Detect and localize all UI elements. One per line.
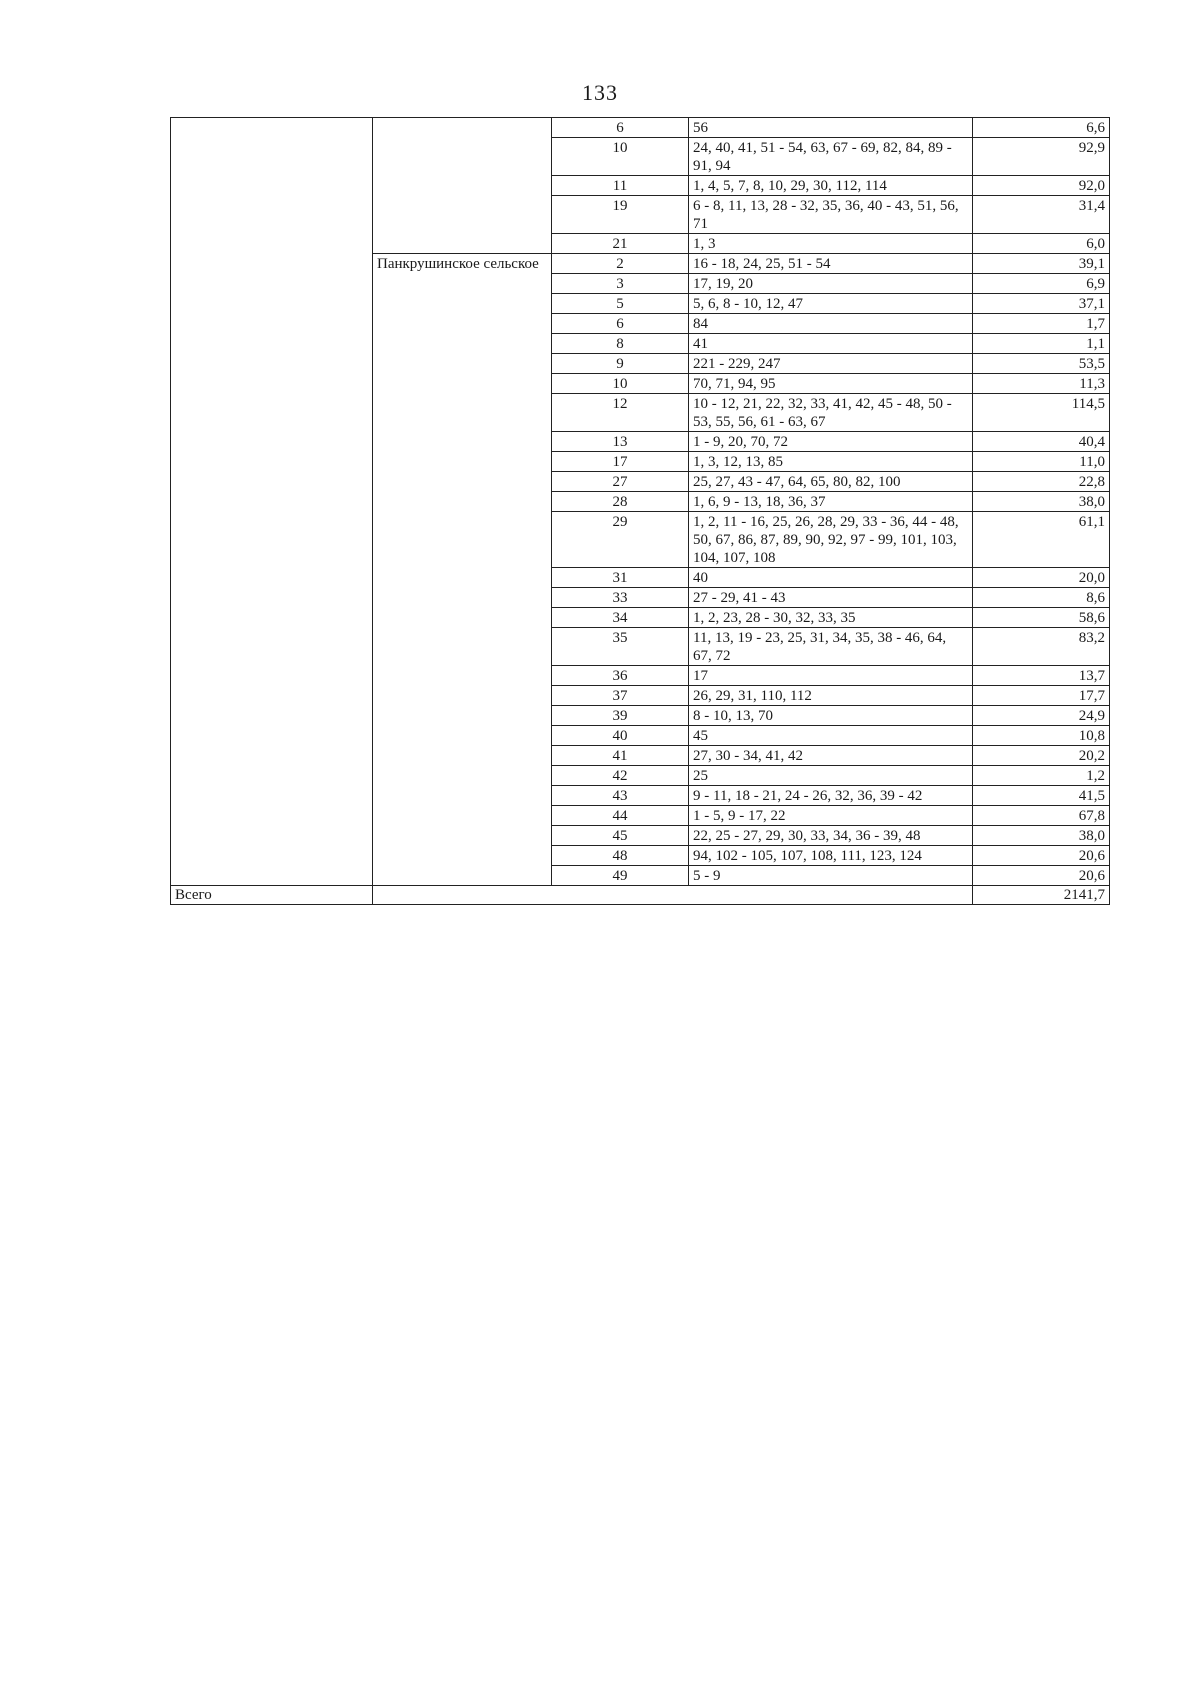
quarter-cell: 41 bbox=[552, 746, 689, 766]
total-label: Всего bbox=[171, 886, 373, 905]
quarter-cell: 13 bbox=[552, 432, 689, 452]
quarter-cell: 31 bbox=[552, 568, 689, 588]
plots-cell: 1, 3 bbox=[689, 234, 973, 254]
area-cell: 20,2 bbox=[973, 746, 1110, 766]
area-cell: 38,0 bbox=[973, 826, 1110, 846]
area-cell: 1,1 bbox=[973, 334, 1110, 354]
quarter-cell: 5 bbox=[552, 294, 689, 314]
area-cell: 40,4 bbox=[973, 432, 1110, 452]
district-cell bbox=[171, 118, 373, 886]
plots-cell: 1, 2, 23, 28 - 30, 32, 33, 35 bbox=[689, 608, 973, 628]
quarter-cell: 44 bbox=[552, 806, 689, 826]
plots-cell: 8 - 10, 13, 70 bbox=[689, 706, 973, 726]
plots-cell: 22, 25 - 27, 29, 30, 33, 34, 36 - 39, 48 bbox=[689, 826, 973, 846]
quarter-cell: 21 bbox=[552, 234, 689, 254]
plots-cell: 26, 29, 31, 110, 112 bbox=[689, 686, 973, 706]
area-cell: 61,1 bbox=[973, 512, 1110, 568]
quarter-cell: 40 bbox=[552, 726, 689, 746]
quarter-cell: 35 bbox=[552, 628, 689, 666]
area-cell: 6,9 bbox=[973, 274, 1110, 294]
quarter-cell: 11 bbox=[552, 176, 689, 196]
area-cell: 38,0 bbox=[973, 492, 1110, 512]
plots-cell: 11, 13, 19 - 23, 25, 31, 34, 35, 38 - 46, 64, 67, 72 bbox=[689, 628, 973, 666]
area-cell: 58,6 bbox=[973, 608, 1110, 628]
plots-cell: 9 - 11, 18 - 21, 24 - 26, 32, 36, 39 - 42 bbox=[689, 786, 973, 806]
plots-cell: 5 - 9 bbox=[689, 866, 973, 886]
plots-cell: 17 bbox=[689, 666, 973, 686]
plots-cell: 27 - 29, 41 - 43 bbox=[689, 588, 973, 608]
area-cell: 8,6 bbox=[973, 588, 1110, 608]
quarter-cell: 49 bbox=[552, 866, 689, 886]
settlement-cell bbox=[373, 118, 552, 254]
quarter-cell: 6 bbox=[552, 314, 689, 334]
quarter-cell: 33 bbox=[552, 588, 689, 608]
plots-cell: 1 - 9, 20, 70, 72 bbox=[689, 432, 973, 452]
area-cell: 114,5 bbox=[973, 394, 1110, 432]
plots-cell: 1 - 5, 9 - 17, 22 bbox=[689, 806, 973, 826]
plots-cell: 1, 6, 9 - 13, 18, 36, 37 bbox=[689, 492, 973, 512]
total-area: 2141,7 bbox=[973, 886, 1110, 905]
plots-cell: 5, 6, 8 - 10, 12, 47 bbox=[689, 294, 973, 314]
area-cell: 20,6 bbox=[973, 846, 1110, 866]
plots-cell: 10 - 12, 21, 22, 32, 33, 41, 42, 45 - 48, 50 - 53, 55, 56, 61 - 63, 67 bbox=[689, 394, 973, 432]
quarter-cell: 48 bbox=[552, 846, 689, 866]
plots-cell: 56 bbox=[689, 118, 973, 138]
plots-cell: 221 - 229, 247 bbox=[689, 354, 973, 374]
area-cell: 1,2 bbox=[973, 766, 1110, 786]
area-cell: 92,0 bbox=[973, 176, 1110, 196]
quarter-cell: 43 bbox=[552, 786, 689, 806]
quarter-cell: 12 bbox=[552, 394, 689, 432]
area-cell: 41,5 bbox=[973, 786, 1110, 806]
plots-cell: 41 bbox=[689, 334, 973, 354]
area-cell: 10,8 bbox=[973, 726, 1110, 746]
table-body bbox=[171, 118, 1110, 905]
area-cell: 24,9 bbox=[973, 706, 1110, 726]
area-cell: 11,0 bbox=[973, 452, 1110, 472]
plots-cell: 6 - 8, 11, 13, 28 - 32, 35, 36, 40 - 43, 51, 56, 71 bbox=[689, 196, 973, 234]
plots-cell: 17, 19, 20 bbox=[689, 274, 973, 294]
quarter-cell: 9 bbox=[552, 354, 689, 374]
area-cell: 37,1 bbox=[973, 294, 1110, 314]
quarter-cell: 28 bbox=[552, 492, 689, 512]
plots-cell: 25, 27, 43 - 47, 64, 65, 80, 82, 100 bbox=[689, 472, 973, 492]
quarter-cell: 10 bbox=[552, 374, 689, 394]
plots-cell: 84 bbox=[689, 314, 973, 334]
quarter-cell: 45 bbox=[552, 826, 689, 846]
area-cell: 20,6 bbox=[973, 866, 1110, 886]
plots-cell: 1, 2, 11 - 16, 25, 26, 28, 29, 33 - 36, 44 - 48, 50, 67, 86, 87, 89, 90, 92, 97 - 99, 101, 103, 104, 107, 108 bbox=[689, 512, 973, 568]
area-cell: 13,7 bbox=[973, 666, 1110, 686]
area-cell: 53,5 bbox=[973, 354, 1110, 374]
area-cell: 22,8 bbox=[973, 472, 1110, 492]
plots-cell: 45 bbox=[689, 726, 973, 746]
table-row bbox=[171, 118, 1110, 138]
quarter-cell: 19 bbox=[552, 196, 689, 234]
quarter-cell: 42 bbox=[552, 766, 689, 786]
quarter-cell: 34 bbox=[552, 608, 689, 628]
plots-cell: 1, 3, 12, 13, 85 bbox=[689, 452, 973, 472]
plots-cell: 16 - 18, 24, 25, 51 - 54 bbox=[689, 254, 973, 274]
total-row bbox=[171, 886, 1110, 905]
plots-cell: 27, 30 - 34, 41, 42 bbox=[689, 746, 973, 766]
area-cell: 11,3 bbox=[973, 374, 1110, 394]
settlement-cell: Панкрушинское сельское bbox=[373, 254, 552, 886]
area-cell: 17,7 bbox=[973, 686, 1110, 706]
plots-cell: 70, 71, 94, 95 bbox=[689, 374, 973, 394]
plots-cell: 40 bbox=[689, 568, 973, 588]
quarter-cell: 36 bbox=[552, 666, 689, 686]
quarter-cell: 39 bbox=[552, 706, 689, 726]
area-cell: 92,9 bbox=[973, 138, 1110, 176]
quarter-cell: 27 bbox=[552, 472, 689, 492]
quarter-cell: 17 bbox=[552, 452, 689, 472]
quarter-cell: 2 bbox=[552, 254, 689, 274]
total-empty-cell bbox=[373, 886, 973, 905]
quarter-cell: 37 bbox=[552, 686, 689, 706]
area-cell: 1,7 bbox=[973, 314, 1110, 334]
area-cell: 67,8 bbox=[973, 806, 1110, 826]
plots-cell: 1, 4, 5, 7, 8, 10, 29, 30, 112, 114 bbox=[689, 176, 973, 196]
quarter-cell: 8 bbox=[552, 334, 689, 354]
area-cell: 20,0 bbox=[973, 568, 1110, 588]
plots-cell: 94, 102 - 105, 107, 108, 111, 123, 124 bbox=[689, 846, 973, 866]
area-cell: 83,2 bbox=[973, 628, 1110, 666]
plots-cell: 24, 40, 41, 51 - 54, 63, 67 - 69, 82, 84, 89 - 91, 94 bbox=[689, 138, 973, 176]
area-cell: 6,0 bbox=[973, 234, 1110, 254]
plots-cell: 25 bbox=[689, 766, 973, 786]
quarter-cell: 10 bbox=[552, 138, 689, 176]
area-cell: 31,4 bbox=[973, 196, 1110, 234]
area-cell: 6,6 bbox=[973, 118, 1110, 138]
page-number: 133 bbox=[582, 80, 618, 105]
quarter-cell: 29 bbox=[552, 512, 689, 568]
area-cell: 39,1 bbox=[973, 254, 1110, 274]
forest-plots-table bbox=[170, 117, 1110, 905]
quarter-cell: 6 bbox=[552, 118, 689, 138]
quarter-cell: 3 bbox=[552, 274, 689, 294]
